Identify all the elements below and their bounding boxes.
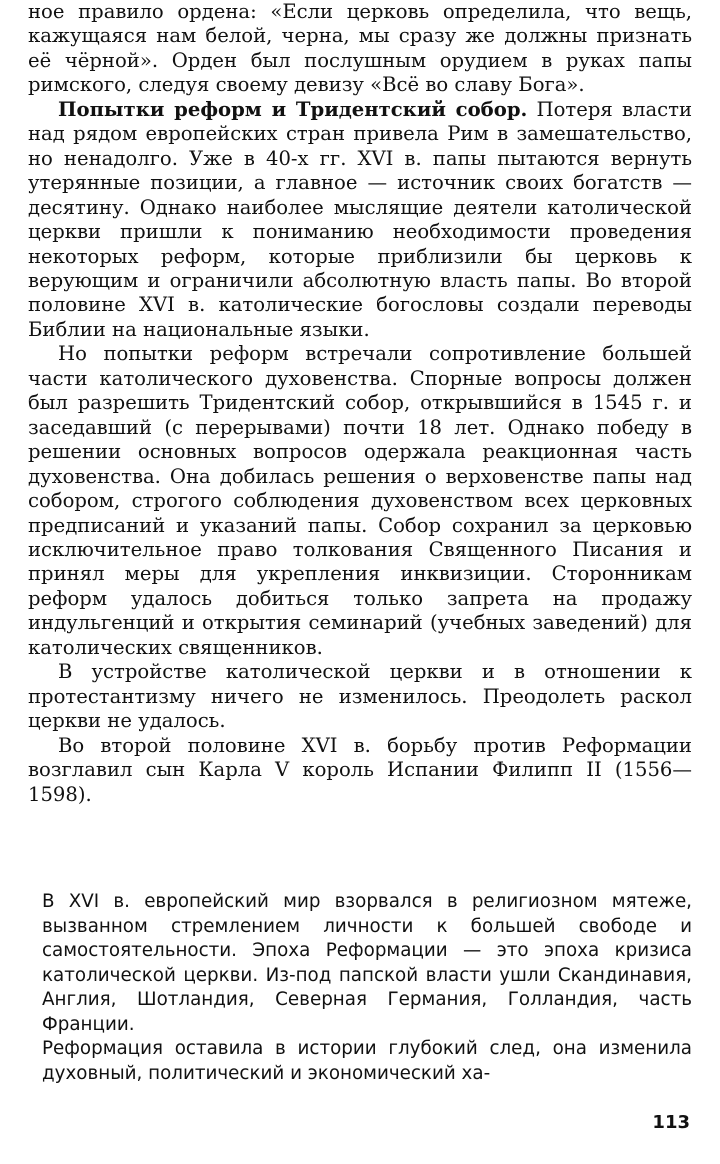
page-number: 113 <box>652 1112 690 1133</box>
paragraph-council: Но попытки реформ встречали сопротивление большей части католического духовенства. Спорные вопросы должен был разрешить Тридентский собор, открывшийся в 1545 г. и заседавший (с перерывами) почти 18 лет. Однако победу в решении основных вопросов одержала реакционная часть духовенства. Она добилась решения о верховенстве папы над собором, строгого соблюдения духовенством всех церковных предписаний и указаний папы. Собор сохранил за церковью исключительное право толкования Священного Писания и принял меры для укрепления инквизиции. Сторонникам реформ удалось добиться только запрета на продажу индульгенций и открытия семинарий (учебных заведений) для католических священников. <box>28 342 692 659</box>
paragraph-reforms-text: Потеря власти над рядом европейских стран привела Рим в замешательство, но ненадолго. Уже в 40-х гг. XVI в. папы пытаются вернуть утерянные позиции, а главное — источник своих богатств — десятину. Однако наиболее мыслящие деятели католической церкви пришли к пониманию необходимости проведения некоторых реформ, которые приблизили бы церковь к верующим и ограничили абсолютную власть папы. Во второй половине XVI в. католические богословы создали переводы Библии на национальные языки. <box>28 97 693 341</box>
summary-paragraph-2: Реформация оставила в истории глубокий след, она изменила духовный, политический и экономический ха- <box>42 1038 692 1084</box>
main-text <box>28 0 692 807</box>
summary-paragraph-1: В XVI в. европейский мир взорвался в религиозном мятеже, вызванном стремлением личности к большей свободе и самостоятельности. Эпоха Реформации — это эпоха кризиса католической церкви. Из-под папской власти ушли Скандинавия, Англия, Шотландия, Северная Германия, Голландия, часть Франции. <box>42 891 692 1035</box>
paragraph-continued: ное правило ордена: «Если церковь определила, что вещь, кажущаяся нам белой, черна, мы сразу же должны признать её чёрной». Орден был послушным орудием в руках папы римского, следуя своему девизу «Всё во славу Бога». <box>28 0 692 97</box>
chapter-summary <box>42 890 692 1086</box>
paragraph-schism: В устройстве католической церкви и в отношении к протестантизму ничего не изменилось. Преодолеть раскол церкви не удалось. <box>28 660 692 733</box>
paragraph-reforms <box>28 98 692 343</box>
paragraph-philip: Во второй половине XVI в. борьбу против Реформации возглавил сын Карла V король Испании Филипп II (1556—1598). <box>28 733 692 806</box>
section-heading: Попытки реформ и Тридентский собор. <box>58 97 528 121</box>
